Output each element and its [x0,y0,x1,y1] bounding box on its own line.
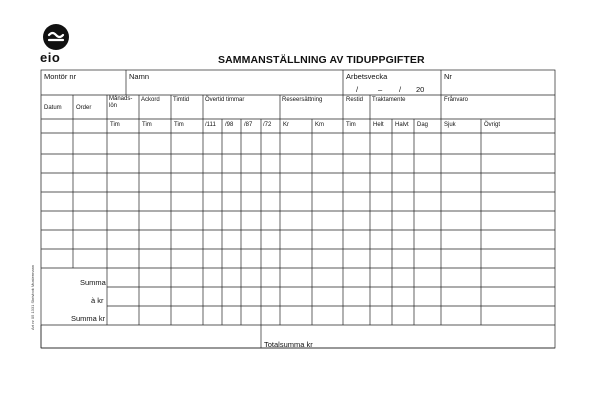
header-manadslon: Månads-lön [109,96,133,109]
sub-ot-111: /111 [205,122,216,128]
sub-trakt-halvt: Halvt [395,122,409,128]
sub-ot-72: /72 [263,122,272,128]
header-overtid: Övertid timmar [205,97,245,103]
field-nr: Nr [444,72,452,81]
label-totalsumma-kr: Totalsumma kr [264,340,313,349]
sub-trakt-dag: Dag [417,122,429,128]
sub-manadslon-tim: Tim [110,122,120,128]
header-ackord: Ackord [141,97,160,103]
header-order: Order [76,105,92,111]
sub-franvaro-sjuk: Sjuk [444,122,456,128]
header-datum: Datum [44,105,62,111]
field-montor-nr: Montör nr [44,72,77,81]
eio-logo-text: eio [40,50,61,65]
week-slash-2: / [399,85,402,94]
sub-franvaro-ovrigt: Övrigt [484,122,501,128]
header-timtid: Timtid [173,97,190,103]
label-a-kr: à kr [91,296,104,305]
week-slash-1: / [356,85,359,94]
field-namn: Namn [129,72,150,81]
label-summa: Summa [80,278,106,287]
header-restid: Restid [346,97,364,103]
sub-restid-tim: Tim [346,122,356,128]
form-title: SAMMANSTÄLLNING AV TIDUPPGIFTER [218,54,425,66]
header-franvaro: Frånvaro [444,97,469,103]
header-traktamente: Traktamente [372,97,406,103]
sub-rese-kr: Kr [283,122,289,128]
sub-ot-98: /98 [225,122,234,128]
label-summa-kr: Summa kr [71,314,106,323]
sub-rese-km: Km [315,122,324,128]
sub-ackord-tim: Tim [142,122,152,128]
field-arbetsvecka: Arbetsvecka [346,72,388,81]
header-reseersattning: Reseersättning [282,97,323,103]
sub-ot-87: /87 [244,122,253,128]
side-article-code: Art nr 05 1331 Skrivbok Mustermann [30,264,35,330]
sub-timtid-tim: Tim [174,122,184,128]
week-year: 20 [416,85,425,94]
sub-trakt-helt: Helt [373,122,384,128]
week-dash: – [378,85,383,94]
